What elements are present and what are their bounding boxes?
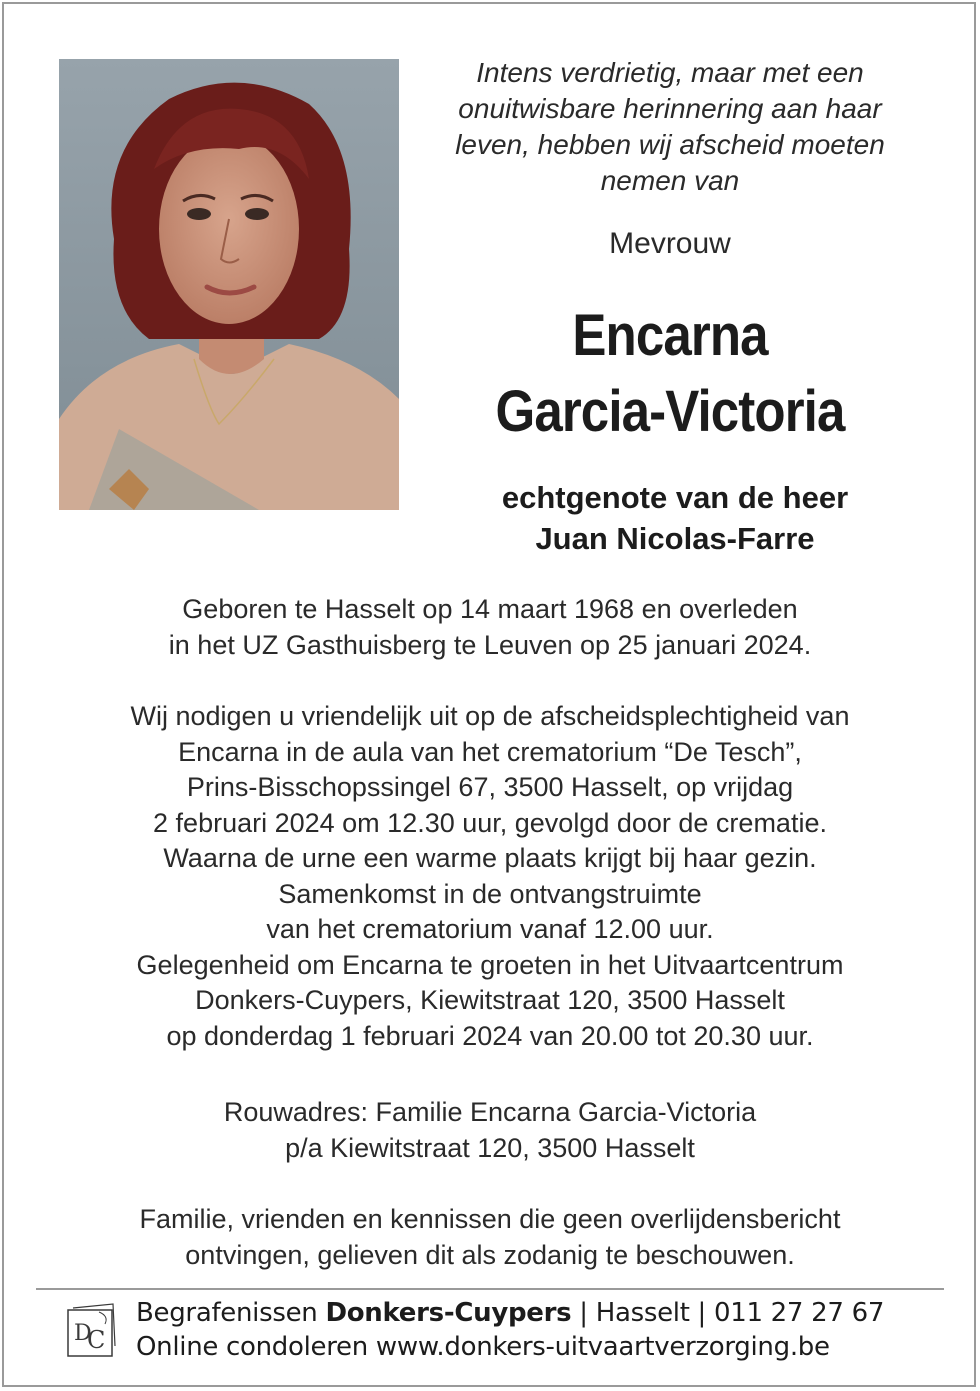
- intro-line: leven, hebben wij afscheid moeten: [455, 129, 885, 160]
- address-line: p/a Kiewitstraat 120, 3500 Hasselt: [285, 1132, 695, 1163]
- svg-text:C: C: [87, 1326, 106, 1354]
- notice-line: Familie, vrienden en kennissen die geen overlijdensbericht: [139, 1204, 841, 1234]
- funeral-home-logo-icon: [65, 1302, 119, 1360]
- logo-mark: [65, 1302, 119, 1360]
- funeral-prefix: Begrafenissen: [136, 1298, 326, 1328]
- ceremony-invitation: [40, 699, 940, 1054]
- footer-separator: |: [689, 1298, 714, 1328]
- invitation-line: Waarna de urne een warme plaats krijgt bij haar gezin.: [163, 843, 817, 873]
- online-label: Online condoleren: [136, 1332, 376, 1362]
- footer-separator: |: [571, 1298, 596, 1328]
- funeral-home-line: [136, 1296, 956, 1330]
- notice-text: [40, 1202, 940, 1273]
- invitation-line: Samenkomst in de ontvangstruimte: [278, 878, 702, 909]
- invitation-line: Wij nodigen u vriendelijk uit op de afscheidsplechtigheid van: [130, 701, 850, 731]
- spouse-relation: echtgenote van de heer: [501, 480, 849, 515]
- footer-divider: [36, 1288, 944, 1290]
- funeral-phone[interactable]: 011 27 27 67: [713, 1298, 885, 1328]
- intro-line: onuitwisbare herinnering aan haar: [458, 93, 882, 124]
- notice-line: ontvingen, gelieven dit als zodanig te beschouwen.: [185, 1239, 795, 1270]
- intro-text: [420, 55, 920, 199]
- birth-line: in het UZ Gasthuisberg te Leuven op 25 januari 2024.: [168, 629, 812, 660]
- portrait-illustration: [59, 59, 399, 510]
- invitation-line: 2 februari 2024 om 12.30 uur, gevolgd door de crematie.: [153, 807, 827, 838]
- funeral-company: Donkers-Cuypers: [325, 1298, 572, 1328]
- address-line: Rouwadres: Familie Encarna Garcia-Victoria: [223, 1097, 757, 1127]
- invitation-line: Encarna in de aula van het crematorium “De Tesch”,: [178, 736, 802, 767]
- mourning-address: [40, 1095, 940, 1166]
- salutation: Mevrouw: [609, 227, 731, 260]
- spouse-info: [410, 477, 940, 559]
- invitation-line: op donderdag 1 februari 2024 van 20.00 tot 20.30 uur.: [166, 1020, 814, 1051]
- online-url-link[interactable]: www.donkers-uitvaartverzorging.be: [375, 1332, 830, 1362]
- last-name: Garcia-Victoria: [495, 379, 845, 444]
- invitation-line: Donkers-Cuypers, Kiewitstraat 120, 3500 Hasselt: [195, 985, 785, 1015]
- funeral-city: Hasselt: [595, 1298, 690, 1328]
- deceased-name: [441, 298, 899, 450]
- invitation-line: Prins-Bisschopssingel 67, 3500 Hasselt, op vrijdag: [186, 772, 794, 802]
- portrait-photo: [59, 59, 399, 510]
- intro-line: Intens verdrietig, maar met een: [476, 57, 864, 88]
- online-condolence-line: [136, 1330, 956, 1364]
- logo-letters: D: [74, 1321, 92, 1346]
- funeral-home-footer: [136, 1296, 956, 1364]
- spouse-name: Juan Nicolas-Farre: [535, 521, 815, 556]
- intro-line: nemen van: [600, 165, 740, 196]
- birth-death-info: [40, 592, 940, 663]
- invitation-line: Gelegenheid om Encarna te groeten in het Uitvaartcentrum: [136, 949, 844, 980]
- invitation-line: van het crematorium vanaf 12.00 uur.: [266, 914, 714, 944]
- first-name: Encarna: [572, 303, 768, 368]
- birth-line: Geboren te Hasselt op 14 maart 1968 en overleden: [182, 594, 798, 624]
